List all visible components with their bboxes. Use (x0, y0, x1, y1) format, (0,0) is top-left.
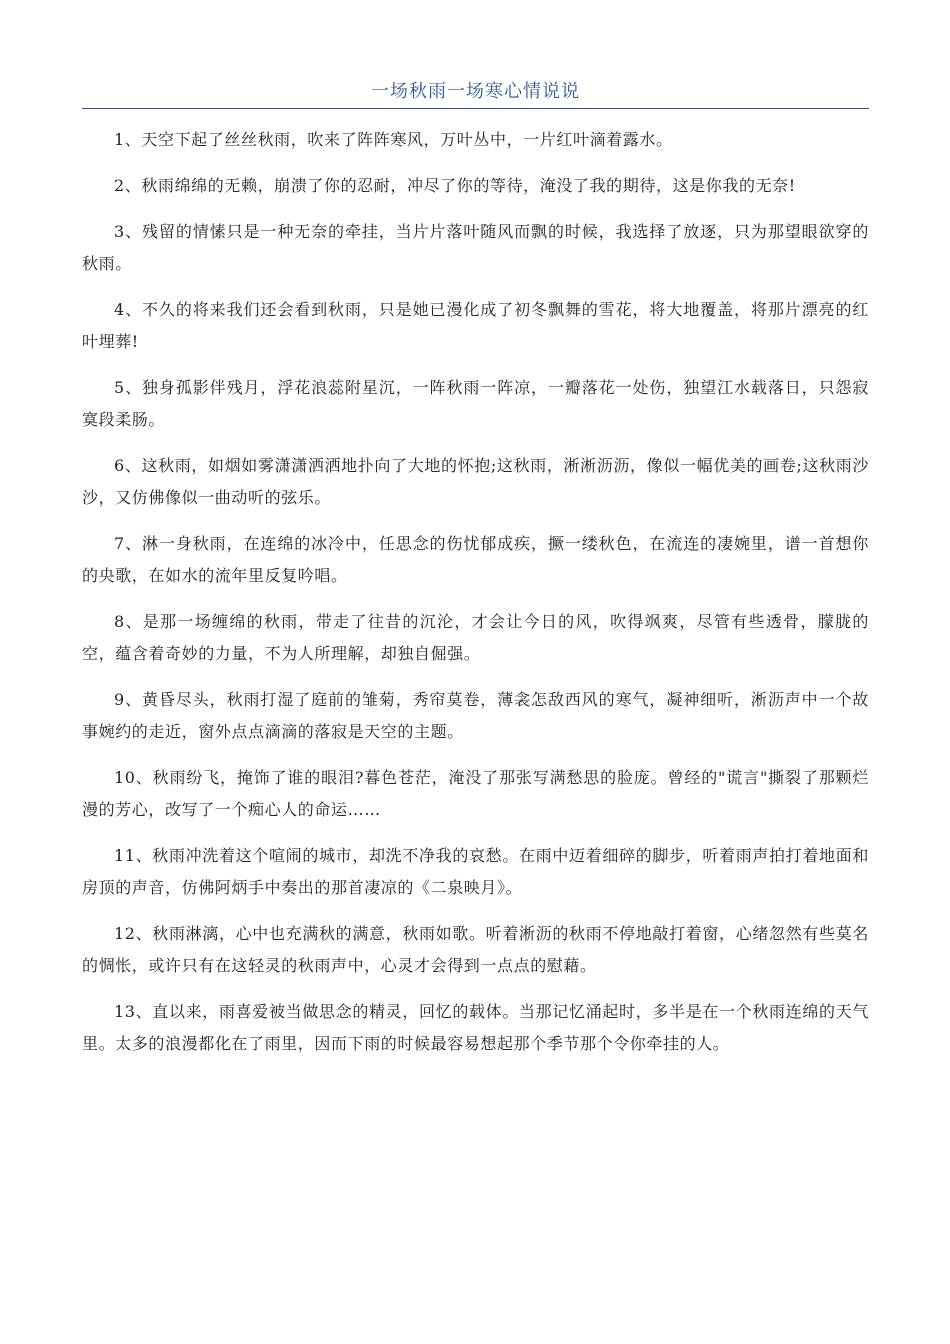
paragraph-9: 9、黄昏尽头，秋雨打湿了庭前的雏菊，秀帘莫卷，薄衾怎敌西风的寒气，凝神细听，淅沥声中一个故事婉约的走近，窗外点点滴滴的落寂是天空的主题。 (82, 690, 869, 741)
paragraph-12: 12、秋雨淋漓，心中也充满秋的满意，秋雨如歌。听着淅沥的秋雨不停地敲打着窗，心绪忽然有些莫名的惆怅，或许只有在这轻灵的秋雨声中，心灵才会得到一点点的慰藉。 (82, 924, 869, 975)
paragraph-3: 3、残留的情愫只是一种无奈的牵挂，当片片落叶随风而飘的时候，我选择了放逐，只为那望眼欲穿的秋雨。 (82, 222, 869, 273)
paragraph-11: 11、秋雨冲洗着这个喧闹的城市，却洗不净我的哀愁。在雨中迈着细碎的脚步，听着雨声拍打着地面和房顶的声音，仿佛阿炳手中奏出的那首凄凉的《二泉映月》。 (82, 846, 869, 897)
paragraph-8: 8、是那一场缠绵的秋雨，带走了往昔的沉沦，才会让今日的风，吹得飒爽，尽管有些透骨，朦胧的空，蕴含着奇妙的力量，不为人所理解，却独自倔强。 (82, 612, 869, 663)
document-body (82, 124, 869, 1074)
paragraph-5: 5、独身孤影伴残月，浮花浪蕊附星沉，一阵秋雨一阵凉，一瓣落花一处伤，独望江水载落日，只怨寂寞段柔肠。 (82, 378, 869, 429)
document-header (82, 80, 869, 110)
paragraph-2: 2、秋雨绵绵的无赖，崩溃了你的忍耐，冲尽了你的等待，淹没了我的期待，这是你我的无奈! (114, 176, 796, 195)
paragraph-10: 10、秋雨纷飞，掩饰了谁的眼泪?暮色苍茫，淹没了那张写满愁思的脸庞。曾经的"谎言"撕裂了那颗烂漫的芳心，改写了一个痴心人的命运…… (82, 768, 869, 819)
paragraph-13: 13、直以来，雨喜爱被当做思念的精灵，回忆的载体。当那记忆涌起时，多半是在一个秋雨连绵的天气里。太多的浪漫都化在了雨里，因而下雨的时候最容易想起那个季节那个令你牵挂的人。 (82, 1002, 869, 1053)
header-divider (82, 108, 869, 109)
paragraph-7: 7、淋一身秋雨，在连绵的冰冷中，任思念的伤忧郁成疾，撅一缕秋色，在流连的凄婉里，谱一首想你的央歌，在如水的流年里反复吟唱。 (82, 534, 869, 585)
paragraph-6: 6、这秋雨，如烟如雾潇潇洒洒地扑向了大地的怀抱;这秋雨，淅淅沥沥，像似一幅优美的画卷;这秋雨沙沙，又仿佛像似一曲动听的弦乐。 (82, 456, 869, 507)
paragraph-1: 1、天空下起了丝丝秋雨，吹来了阵阵寒风，万叶丛中，一片红叶滴着露水。 (114, 130, 673, 149)
paragraph-4: 4、不久的将来我们还会看到秋雨，只是她已漫化成了初冬飘舞的雪花，将大地覆盖，将那片漂亮的红叶埋葬! (82, 300, 869, 351)
page-title: 一场秋雨一场寒心情说说 (371, 81, 580, 102)
